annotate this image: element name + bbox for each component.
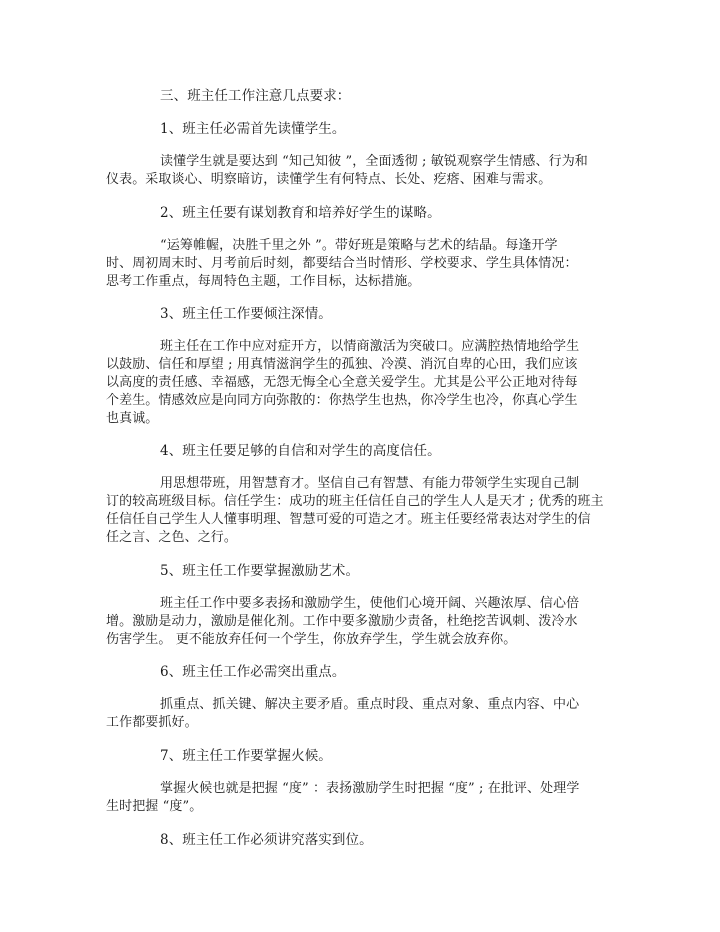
paragraph-line: 抓重点、抓关键、解决主要矛盾。重点时段、重点对象、重点内容、中心: [160, 697, 580, 712]
section-heading: 4、班主任要足够的自信和对学生的高度信任。: [160, 443, 441, 459]
section-heading: 6、班主任工作必需突出重点。: [160, 664, 346, 680]
section-heading: 7、班主任工作要掌握火候。: [160, 748, 332, 764]
document-title: 三、班主任工作注意几点要求：: [160, 88, 351, 104]
paragraph-line: 用思想带班，用智慧育才。坚信自己有智慧、有能力带领学生实现自己制: [160, 476, 580, 491]
paragraph-line: 工作都要抓好。: [106, 715, 198, 730]
paragraph-line: 生时把握 “度”。: [106, 799, 203, 814]
section-heading: 1、班主任必需首先读懂学生。: [160, 121, 346, 137]
paragraph-line: 个差生。情感效应是向同方向弥散的：你热学生也热，你冷学生也冷，你真心学生: [106, 393, 578, 408]
paragraph-line: 仪表。采取谈心、明察暗访，读懂学生有何特点、长处、疙瘩、困难与需求。: [106, 172, 552, 187]
paragraph-line: 任之言、之色、之行。: [106, 530, 238, 545]
paragraph-line: 以鼓励、信任和厚望 ; 用真情滋润学生的孤独、冷漠、消沉自卑的心田，我们应该: [106, 357, 578, 372]
paragraph-line: 班主任工作中要多表扬和激励学生，使他们心境开阔、兴趣浓厚、信心倍: [160, 596, 580, 611]
paragraph-line: 班主任在工作中应对症开方，以情商激活为突破口。应满腔热情地给学生: [160, 339, 580, 354]
paragraph-line: 以高度的责任感、幸福感，无怨无悔全心全意关爱学生。尤其是公平公正地对待每: [106, 375, 578, 390]
paragraph-line: 读懂学生就是要达到 “知己知彼 ”，全面透彻 ; 敏锐观察学生情感、行为和: [160, 154, 588, 169]
section-heading: 3、班主任工作要倾注深情。: [160, 306, 332, 322]
paragraph-line: 增。激励是动力，激励是催化剂。工作中要多激励少责备，杜绝挖苦讽刺、泼冷水: [106, 614, 578, 629]
section-heading: 8、班主任工作必须讲究落实到位。: [160, 832, 373, 848]
paragraph-line: 也真诚。: [106, 411, 159, 426]
section-heading: 2、班主任要有谋划教育和培养好学生的谋略。: [160, 205, 441, 221]
paragraph-line: 时、周初周末时、月考前后时刻，都要结合当时情形、学校要求、学生具体情况：: [106, 256, 578, 271]
paragraph-line: 任信任自己学生人人懂事明理、智慧可爱的可造之才。班主任要经常表达对学生的信: [106, 512, 591, 527]
section-heading: 5、班主任工作要掌握激励艺术。: [160, 563, 360, 579]
paragraph-line: 思考工作重点，每周特色主题，工作目标，达标措施。: [106, 274, 421, 289]
paragraph-line: 掌握火候也就是把握 “度” ：表扬激励学生时把握 “度” ; 在批评、处理学: [160, 781, 580, 796]
paragraph-line: 订的较高班级目标。信任学生：成功的班主任信任自己的学生人人是天才 ; 优秀的班主: [106, 494, 604, 509]
paragraph-line: “运筹帷幄，决胜千里之外 ”。带好班是策略与艺术的结晶。每逢开学: [160, 238, 558, 253]
paragraph-line: 伤害学生。 更不能放弃任何一个学生，你放弃学生，学生就会放弃你。: [106, 632, 517, 647]
